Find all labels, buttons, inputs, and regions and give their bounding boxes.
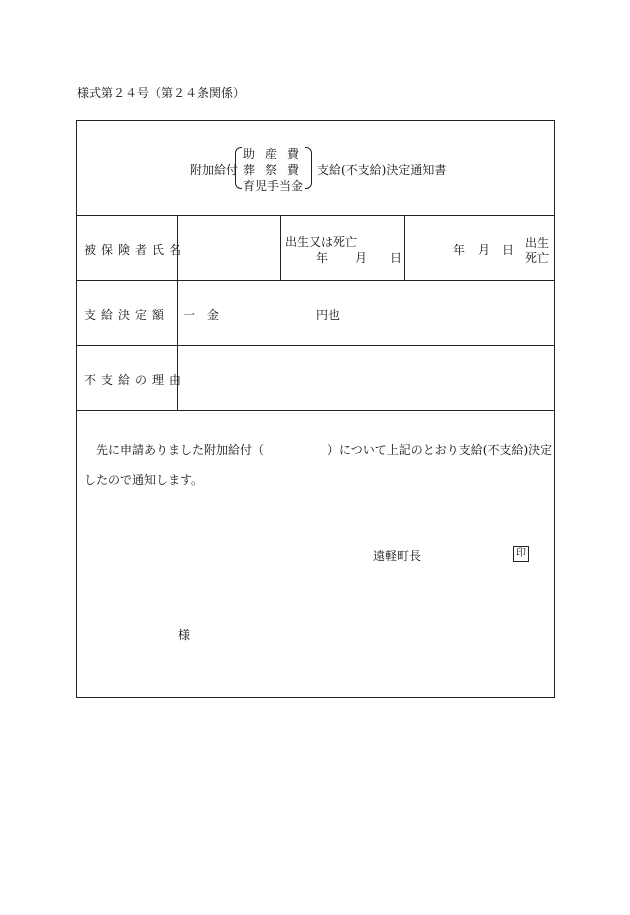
non-payment-reason-field[interactable] bbox=[178, 346, 554, 410]
right-day-label: 日 bbox=[502, 243, 515, 257]
form-number: 様式第２４号（第２４条関係） bbox=[77, 86, 246, 100]
insured-name-field[interactable] bbox=[178, 216, 280, 280]
left-brace bbox=[235, 147, 242, 189]
amount-suffix: 円也 bbox=[316, 308, 341, 322]
right-year-label: 年 bbox=[453, 243, 466, 257]
title-item-childbirth: 助産費 bbox=[243, 147, 310, 161]
title-suffix: 支給(不支給)決定通知書 bbox=[317, 163, 447, 177]
notice-line1-start: 先に申請ありました附加給付（ bbox=[96, 443, 265, 457]
birth-death-label: 出生又は死亡 bbox=[285, 235, 358, 249]
issuer: 遠軽町長 bbox=[373, 549, 422, 563]
row-divider bbox=[77, 280, 554, 281]
date-month-label: 月 bbox=[355, 251, 368, 265]
title-item-funeral: 葬祭費 bbox=[243, 163, 310, 177]
date-day-label: 日 bbox=[390, 251, 403, 265]
notice-line2: したので通知します。 bbox=[84, 473, 204, 487]
title-prefix: 附加給付 bbox=[190, 163, 239, 177]
right-brace bbox=[305, 147, 312, 189]
insured-name-label: 被保険者氏名 bbox=[84, 243, 187, 257]
non-payment-reason-label: 不支給の理由 bbox=[84, 373, 187, 387]
seal-stamp: 印 bbox=[513, 546, 529, 562]
amount-prefix: 一 金 bbox=[183, 308, 220, 322]
birth-label: 出生 bbox=[525, 236, 550, 250]
addressee-suffix: 様 bbox=[178, 628, 191, 642]
name-column-divider bbox=[280, 215, 281, 280]
right-month-label: 月 bbox=[478, 243, 491, 257]
row-divider bbox=[77, 215, 554, 216]
date-column-divider bbox=[404, 215, 405, 280]
notice-form bbox=[76, 120, 555, 698]
title-item-childcare: 育児手当金 bbox=[243, 179, 304, 193]
row-divider bbox=[77, 410, 554, 411]
payment-amount-label: 支給決定額 bbox=[84, 308, 170, 322]
death-label: 死亡 bbox=[525, 251, 550, 265]
date-year-label: 年 bbox=[316, 251, 329, 265]
notice-line1-end: ）について上記のとおり支給(不支給)決定 bbox=[327, 443, 553, 457]
